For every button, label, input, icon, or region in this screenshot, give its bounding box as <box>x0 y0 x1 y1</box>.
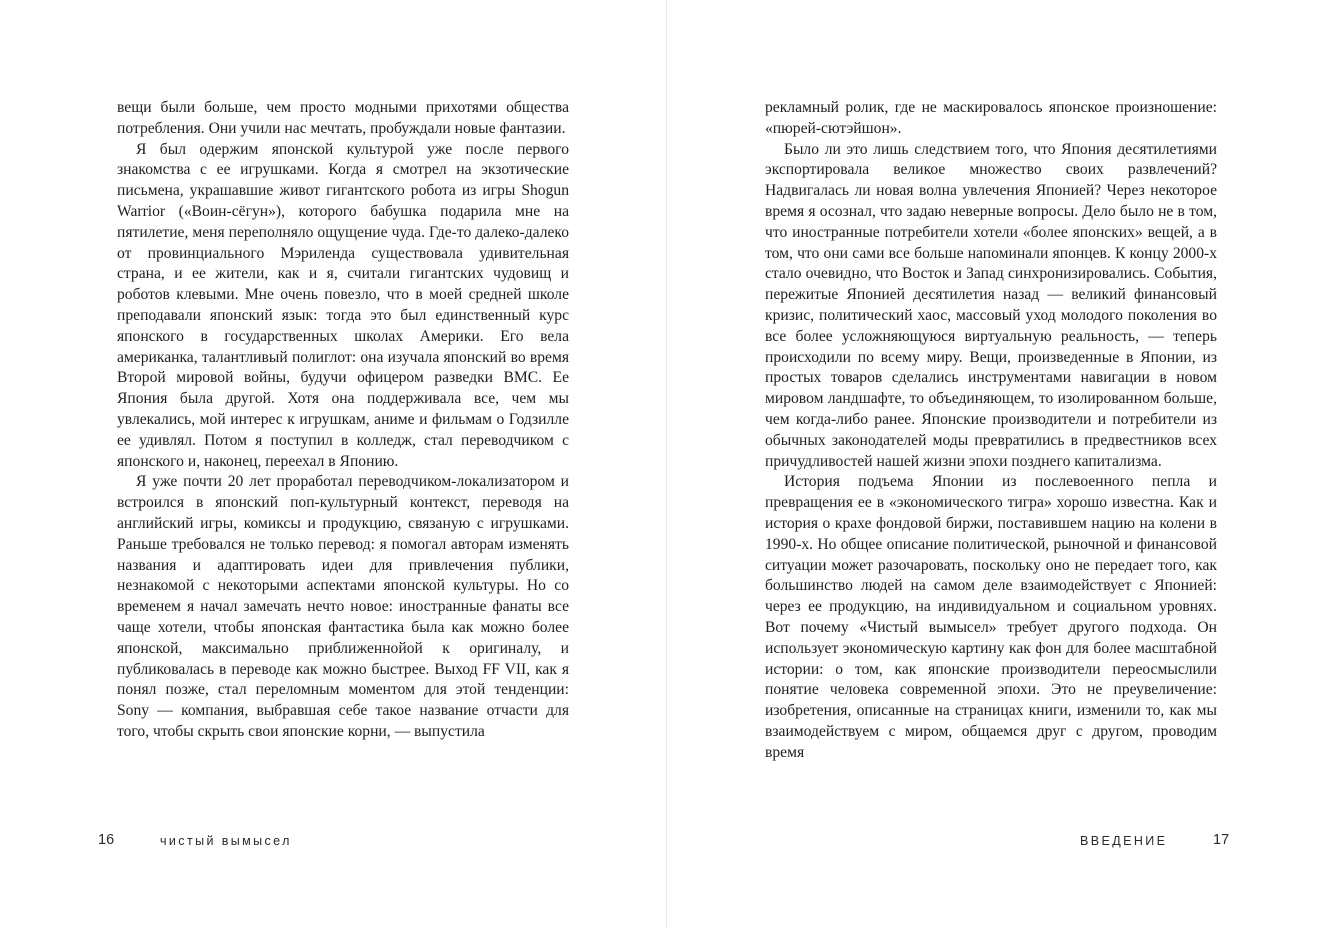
right-page-body <box>765 98 1217 764</box>
right-page-number: 17 <box>1213 832 1230 848</box>
left-running-head: чистый вымысел <box>160 834 292 848</box>
left-page-number: 16 <box>98 832 115 848</box>
right-running-head: ВВЕДЕНИЕ <box>1080 834 1168 848</box>
page-gutter <box>666 0 667 929</box>
left-paragraph-2: Я был одержим японской культурой уже после первого знакомства с ее игрушками. Когда я смотрел на экзотические письмена, украшавшие живот гигантского робота из игры Shogun Warrior («Воин-сёгун»), которого бабушка подарила мне на пятилетие, меня переполняло ощущение чуда. Где-то далеко-далеко от провинциального Мэриленда существовала удивительная страна, и ее жители, как и я, считали гигантских чудовищ и роботов клевыми. Мне очень повезло, что в моей средней школе преподавали японский язык: тогда это был единственный курс японского в государственных школах Америки. Его вела американка, талантливый полиглот: она изучала японский во время Второй мировой войны, будучи офицером разведки ВМС. Ее Япония была другой. Хотя она поддерживала все, чем мы увлекались, мой интерес к игрушкам, аниме и фильмам о Годзилле ее удивлял. Потом я поступил в колледж, стал переводчиком с японского и, наконец, переехал в Японию. <box>117 140 569 470</box>
left-page-body <box>117 98 569 743</box>
left-paragraph-3: Я уже почти 20 лет проработал переводчиком-локализатором и встроился в японский поп-культурный контекст, переводя на английский игры, комиксы и продукцию, связаную с игрушками. Раньше требовался не только перевод: я помогал авторам изменять названия и адаптировать идеи для привлечения публики, незнакомой с некоторыми аспектами японской культуры. Но со временем я начал замечать нечто новое: иностранные фанаты все чаще хотели, чтобы японская фантастика была как можно более японской, максимально приближеннойой к оригиналу, и публиковалась в переводе как можно быстрее. Выход FF VII, как я понял позже, стал переломным моментом для этой тенденции: Sony — компания, выбравшая себе такое название отчасти для того, чтобы скрыть свои японские корни, — выпустила <box>117 473 569 740</box>
left-paragraph-1: вещи были больше, чем просто модными прихотями общества потребления. Они учили нас мечтать, пробуждали новые фантазии. <box>117 99 569 137</box>
right-paragraph-1: рекламный ролик, где не маскировалось японское произношение: «пюрей-сютэйшон». <box>765 99 1217 137</box>
right-paragraph-2: Было ли это лишь следствием того, что Япония десятилетиями экспортировала великое множество своих развлечений? Надвигалась ли новая волна увлечения Японией? Через некоторое время я осознал, что задаю неверные вопросы. Дело было не в том, что иностранные потребители хотели «более японских» вещей, а в том, что они сами все больше напоминали японцев. К концу 2000-х стало очевидно, что Восток и Запад синхронизировались. События, пережитые Японией десятилетия назад — великий финансовый кризис, политический хаос, массовый уход молодого поколения во все более усложняющуюся виртуальную реальность, — теперь происходили по всему миру. Вещи, произведенные в Японии, из простых товаров сделались инструментами навигации в новом мировом ландшафте, то объединяющем, то изолированном больше, чем когда-либо ранее. Японские производители и потребители из обычных законодателей моды превратились в предвестников всех причудливостей нашей жизни эпохи позднего капитализма. <box>765 140 1217 470</box>
right-paragraph-3: История подъема Японии из послевоенного пепла и превращения ее в «экономического тигра» хорошо известна. Как и история о крахе фондовой биржи, поставившем нацию на колени в 1990-х. Но общее описание политической, рыночной и финансовой ситуации может разочаровать, поскольку оно не передает того, как большинство людей на самом деле взаимодействует с Японией: через ее продукцию, на индивидуальном и социальном уровнях. Вот почему «Чистый вымысел» требует другого подхода. Он использует экономическую картину как фон для более масштабной истории: о том, как японские производители переосмыслили понятие человека современной эпохи. Это не преувеличение: изобретения, описанные на страницах книги, изменили то, как мы взаимодействуем с миром, общаемся друг с другом, проводим время <box>765 473 1217 761</box>
